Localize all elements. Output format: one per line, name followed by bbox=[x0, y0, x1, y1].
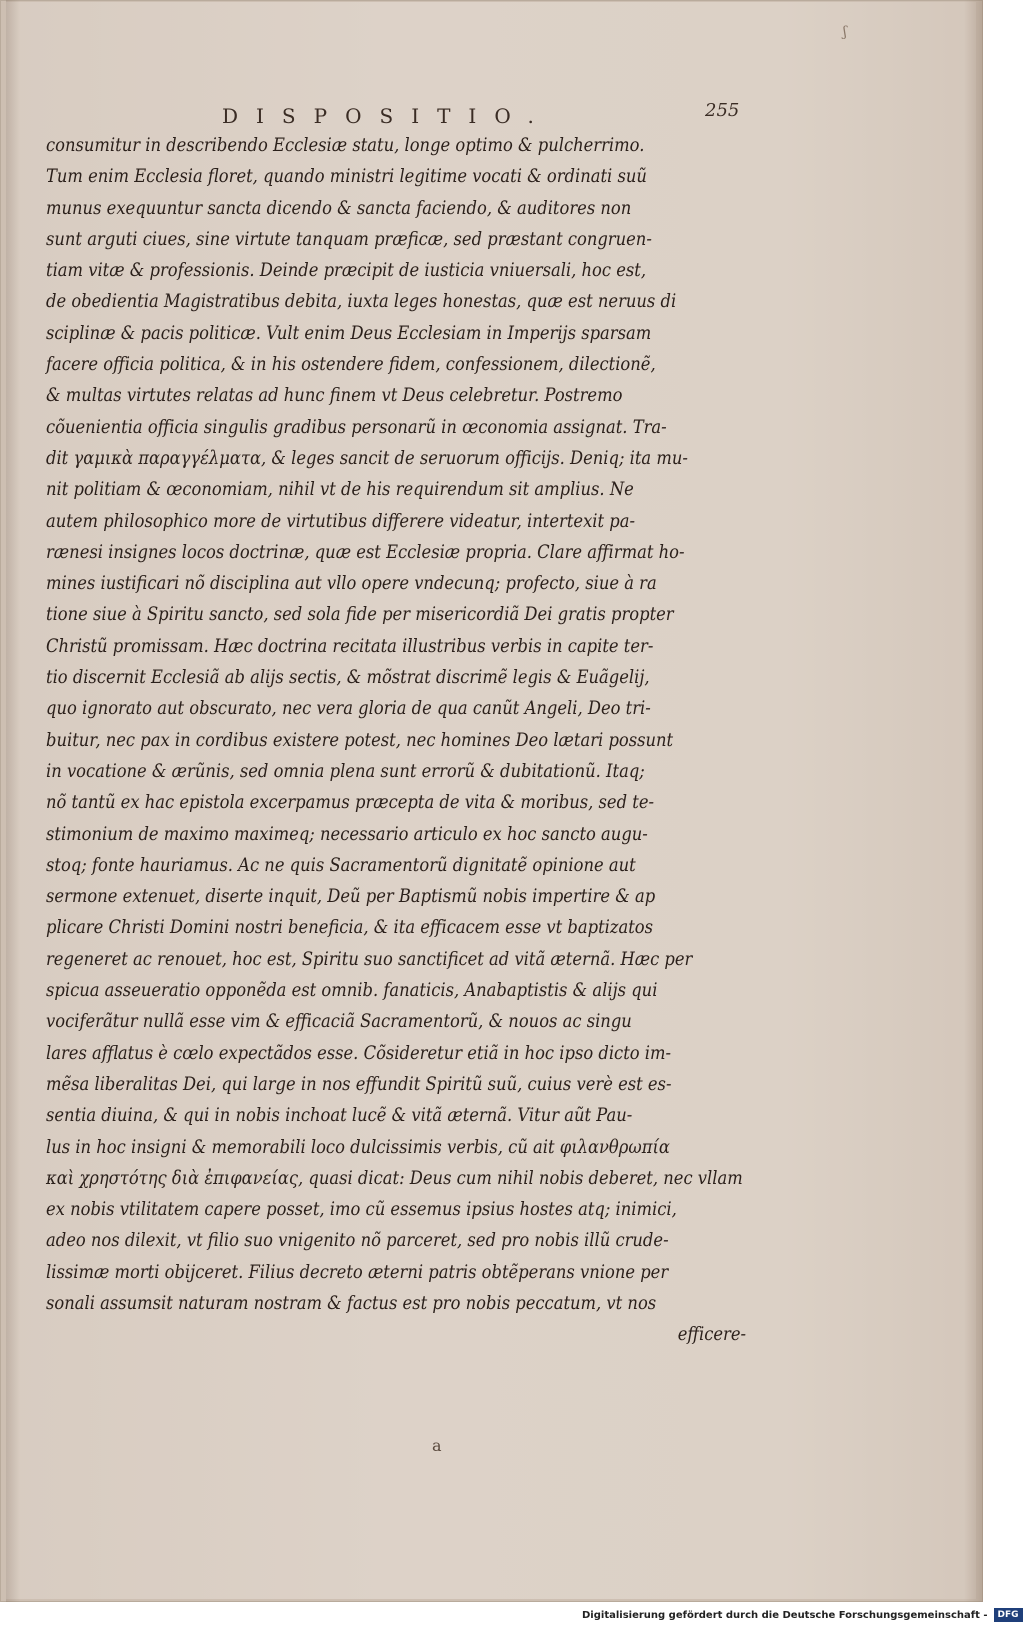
footer-credit: Digitalisierung gefördert durch die Deutsche Forschungsgemeinschaft - bbox=[582, 1609, 988, 1621]
text-line: ex nobis vtilitatem capere posset, imo cũ essemus ipsius hostes atq; inimici, bbox=[46, 1198, 677, 1221]
body-text bbox=[46, 130, 746, 1351]
text-line: de obedientia Magistratibus debita, iuxta leges honestas, quæ est neruus di bbox=[46, 290, 677, 313]
page-number: 255 bbox=[705, 100, 740, 121]
text-line: tio discernit Ecclesiã ab alijs sectis, & mõstrat discrimẽ legis & Euãgelij, bbox=[46, 666, 650, 689]
text-line: stoq; fonte hauriamus. Ac ne quis Sacramentorũ dignitatẽ opinione aut bbox=[46, 853, 636, 876]
edge-mark: ʃ bbox=[843, 24, 847, 40]
text-line: munus exequuntur sancta dicendo & sancta faciendo, & auditores non bbox=[46, 196, 632, 219]
text-line: cõuenientia officia singulis gradibus personarũ in œconomia assignat. Tra- bbox=[46, 415, 667, 438]
text-line: tione siue à Spiritu sancto, sed sola fide per misericordiã Dei gratis propter bbox=[46, 603, 674, 626]
text-line: nõ tantũ ex hac epistola excerpamus præcepta de vita & moribus, sed te- bbox=[46, 791, 655, 814]
text-line: consumitur in describendo Ecclesiæ statu, longe optimo & pulcherrimo. bbox=[46, 134, 645, 156]
text-line: nit politiam & œconomiam, nihil vt de his requirendum sit amplius. Ne bbox=[46, 478, 634, 501]
text-line: spicua asseueratio opponẽda est omnib. fanaticis, Anabaptistis & alijs qui bbox=[46, 979, 658, 1002]
signature-mark: a bbox=[432, 1436, 442, 1455]
text-line: sentia diuina, & qui in nobis inchoat lucẽ & vitã æternã. Vitur aũt Pau- bbox=[46, 1104, 633, 1127]
text-line: stimonium de maximo maximeq; necessario articulo ex hoc sancto augu- bbox=[46, 822, 648, 845]
text-line: tiam vitæ & professionis. Deinde præcipit de iusticia vniuersali, hoc est, bbox=[46, 259, 647, 282]
text-line: facere officia politica, & in his ostendere fidem, confessionem, dilectionẽ, bbox=[46, 353, 656, 376]
running-head: DISPOSITIO. bbox=[222, 104, 552, 128]
text-line: rænesi insignes locos doctrinæ, quæ est Ecclesiæ propria. Clare affirmat ho- bbox=[46, 540, 685, 563]
text-line: sciplinæ & pacis politicæ. Vult enim Deus Ecclesiam in Imperijs sparsam bbox=[46, 321, 652, 344]
text-line: καὶ χρηστότης διὰ ἐπιφανείας, quasi dicat: Deus cum nihil nobis deberet, nec vllam bbox=[46, 1166, 743, 1189]
page-edge bbox=[964, 0, 983, 1602]
text-line: regeneret ac renouet, hoc est, Spiritu suo sanctificet ad vitã æternã. Hæc per bbox=[46, 947, 693, 970]
text-line: efficere- bbox=[677, 1323, 747, 1346]
text-line: Christũ promissam. Hæc doctrina recitata illustribus verbis in capite ter- bbox=[46, 634, 654, 657]
text-line: lus in hoc insigni & memorabili loco dulcissimis verbis, cũ ait φιλανθρωπία bbox=[46, 1135, 670, 1158]
text-line: lares afflatus è cœlo expectãdos esse. Cõsideretur etiã in hoc ipso dicto im- bbox=[46, 1041, 672, 1064]
gutter-shadow bbox=[6, 0, 20, 1602]
text-line: vociferãtur nullã esse vim & efficaciã Sacramentorũ, & nouos ac singu bbox=[46, 1010, 632, 1033]
digitization-footer bbox=[582, 1605, 1019, 1625]
text-line: lissimæ morti obijceret. Filius decreto æterni patris obtẽperans vnione per bbox=[46, 1260, 669, 1283]
text-line: plicare Christi Domini nostri beneficia, & ita efficacem esse vt baptizatos bbox=[46, 916, 654, 939]
text-line: dit γαμικὰ παραγγέλματα, & leges sancit de seruorum officijs. Deniq; ita mu- bbox=[46, 446, 688, 469]
text-line: mẽsa liberalitas Dei, qui large in nos effundit Spiritũ suũ, cuius verè est es- bbox=[46, 1072, 672, 1095]
text-line: sonali assumsit naturam nostram & factus est pro nobis peccatum, vt nos bbox=[46, 1291, 657, 1314]
text-line: Tum enim Ecclesia floret, quando ministri legitime vocati & ordinati suũ bbox=[46, 165, 647, 188]
text-line: sunt arguti ciues, sine virtute tanquam præficæ, sed præstant congruen- bbox=[46, 227, 652, 250]
text-line: quo ignorato aut obscurato, nec vera gloria de qua canũt Angeli, Deo tri- bbox=[46, 697, 651, 720]
text-line: adeo nos dilexit, vt filio suo vnigenito nõ parceret, sed pro nobis illũ crude- bbox=[46, 1229, 669, 1252]
text-line: & multas virtutes relatas ad hunc finem vt Deus celebretur. Postremo bbox=[46, 384, 623, 407]
text-line: sermone extenuet, diserte inquit, Deũ per Baptismũ nobis impertire & ap bbox=[46, 885, 656, 908]
text-line: buitur, nec pax in cordibus existere potest, nec homines Deo lætari possunt bbox=[46, 728, 674, 751]
text-line: in vocatione & ærũnis, sed omnia plena sunt errorũ & dubitationũ. Itaq; bbox=[46, 759, 645, 782]
text-line: mines iustificari nõ disciplina aut vllo opere vndecunq; profecto, siue à ra bbox=[46, 572, 657, 595]
text-line: autem philosophico more de virtutibus differere videatur, intertexit pa- bbox=[46, 509, 635, 532]
dfg-logo: DFG bbox=[994, 1608, 1023, 1622]
